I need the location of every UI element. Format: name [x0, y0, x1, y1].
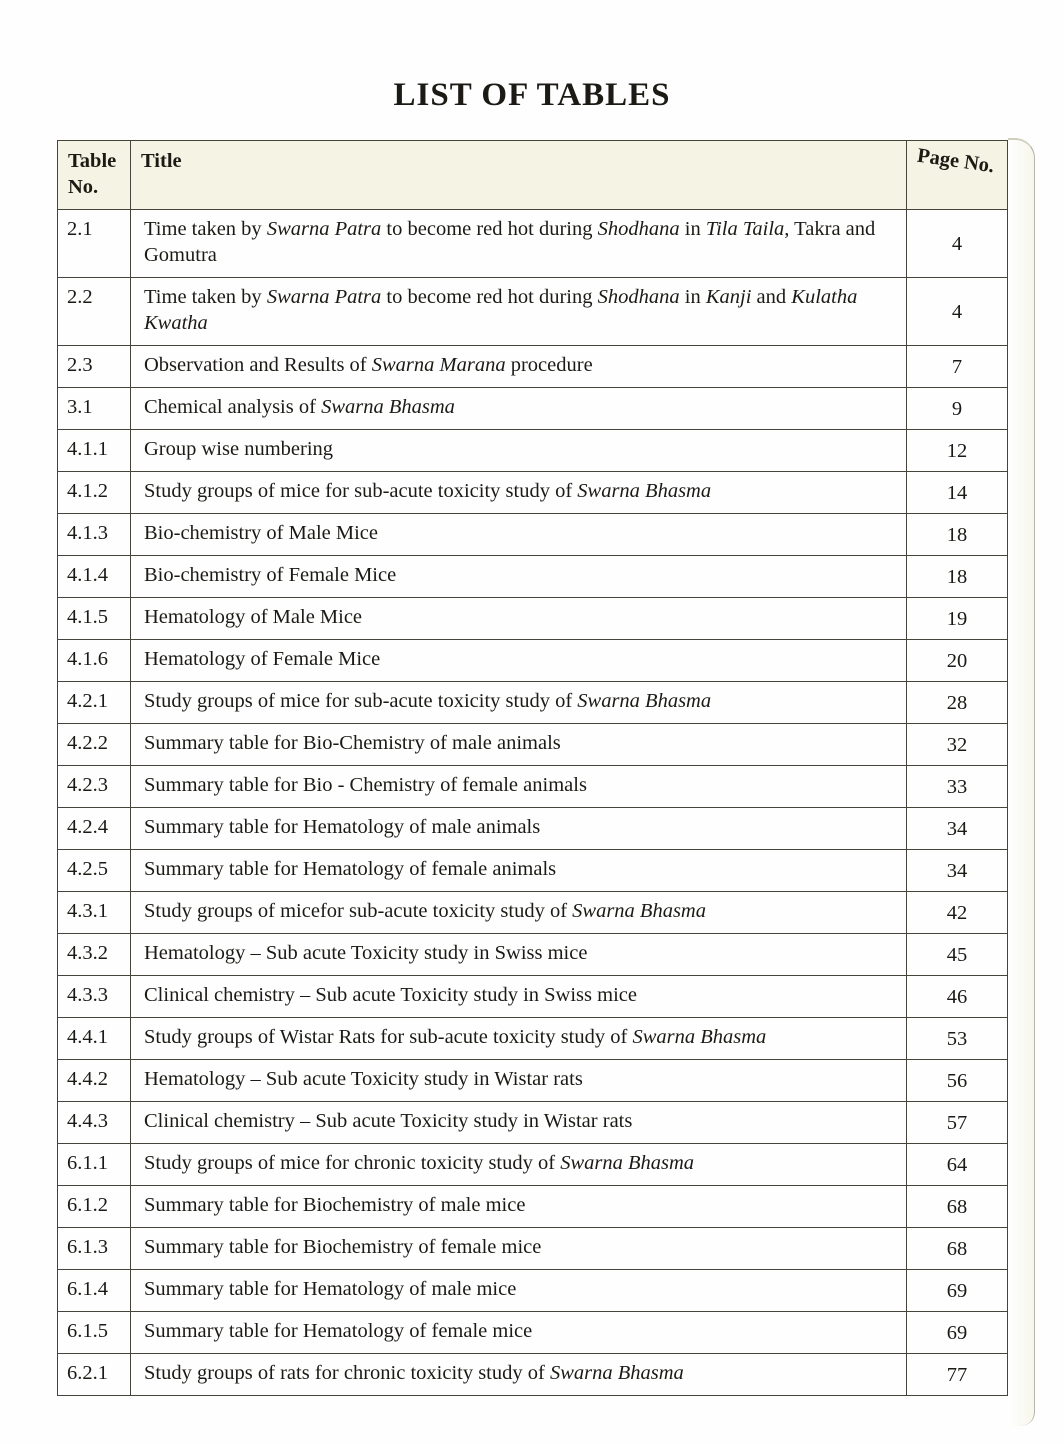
title-cell — [131, 346, 907, 388]
title-cell — [131, 1018, 907, 1060]
table-row — [58, 850, 1008, 892]
page-no-cell: 9 — [907, 388, 1008, 430]
title-segment: to become red hot during — [381, 286, 598, 308]
title-segment-italic: Swarna Patra — [266, 286, 382, 308]
table-body — [58, 210, 1008, 1396]
header-page-no — [907, 141, 1008, 210]
title-cell — [131, 766, 907, 808]
table-row — [58, 934, 1008, 976]
page-no-cell: 33 — [907, 766, 1008, 808]
header-row — [58, 141, 1008, 210]
title-segment: in — [679, 286, 706, 308]
title-segment: Bio-chemistry of Female Mice — [144, 564, 397, 586]
title-segment: Study groups of micefor sub-acute toxicity study of — [144, 900, 573, 922]
table-row — [58, 1270, 1008, 1312]
table-row — [58, 472, 1008, 514]
table-row — [58, 1228, 1008, 1270]
table-row — [58, 1144, 1008, 1186]
title-segment-italic: Kanji — [705, 286, 752, 308]
title-cell — [131, 514, 907, 556]
table-no-cell: 4.1.3 — [58, 514, 131, 556]
table-no-cell: 4.1.4 — [58, 556, 131, 598]
table-no-cell: 4.3.3 — [58, 976, 131, 1018]
title-cell — [131, 850, 907, 892]
page-no-cell: 4 — [907, 210, 1008, 278]
page-no-cell: 46 — [907, 976, 1008, 1018]
table-row — [58, 892, 1008, 934]
title-cell — [131, 556, 907, 598]
table-header — [58, 141, 1008, 210]
page-no-cell: 18 — [907, 556, 1008, 598]
table-row — [58, 556, 1008, 598]
title-segment: Summary table for Biochemistry of male mice — [144, 1194, 526, 1216]
title-segment: procedure — [505, 354, 593, 376]
page-no-cell: 77 — [907, 1354, 1008, 1396]
table-row — [58, 976, 1008, 1018]
title-cell — [131, 1228, 907, 1270]
table-row — [58, 598, 1008, 640]
page-no-cell: 69 — [907, 1312, 1008, 1354]
title-segment: Study groups of rats for chronic toxicity study of — [144, 1362, 550, 1384]
table-no-cell: 4.2.4 — [58, 808, 131, 850]
table-no-cell: 4.2.3 — [58, 766, 131, 808]
table-row — [58, 1018, 1008, 1060]
title-cell — [131, 472, 907, 514]
page-no-cell: 34 — [907, 808, 1008, 850]
title-segment: and — [751, 286, 792, 308]
title-segment: in — [679, 218, 706, 240]
page-no-cell: 7 — [907, 346, 1008, 388]
title-segment: Chemical analysis of — [144, 396, 322, 418]
table-no-cell: 4.4.1 — [58, 1018, 131, 1060]
title-segment: Summary table for Bio - Chemistry of female animals — [144, 774, 587, 796]
table-no-cell: 6.1.5 — [58, 1312, 131, 1354]
title-segment-italic: Tila Taila — [705, 218, 785, 240]
title-segment: Summary table for Bio-Chemistry of male animals — [144, 732, 561, 754]
title-cell — [131, 682, 907, 724]
title-segment-italic: Swarna Bhasma — [560, 1152, 695, 1174]
title-segment: Hematology – Sub acute Toxicity study in Wistar rats — [144, 1068, 583, 1090]
page-no-cell: 18 — [907, 514, 1008, 556]
table-row — [58, 1354, 1008, 1396]
table-row — [58, 724, 1008, 766]
title-segment: Summary table for Hematology of male animals — [144, 816, 541, 838]
title-cell — [131, 598, 907, 640]
table-row — [58, 388, 1008, 430]
title-cell — [131, 724, 907, 766]
title-cell — [131, 1102, 907, 1144]
title-cell — [131, 640, 907, 682]
title-segment-italic: Swarna Marana — [371, 354, 506, 376]
table-no-cell: 6.1.2 — [58, 1186, 131, 1228]
table-row — [58, 210, 1008, 278]
title-cell — [131, 1060, 907, 1102]
table-row — [58, 682, 1008, 724]
table-no-cell: 4.4.2 — [58, 1060, 131, 1102]
page-no-cell: 53 — [907, 1018, 1008, 1060]
title-cell — [131, 388, 907, 430]
page-curl-edge — [1008, 138, 1035, 1426]
page-no-cell: 19 — [907, 598, 1008, 640]
table-no-cell: 4.1.6 — [58, 640, 131, 682]
title-cell — [131, 278, 907, 346]
title-segment-italic: Kulatha Kwatha — [144, 286, 858, 334]
title-cell — [131, 1186, 907, 1228]
table-no-cell: 6.1.3 — [58, 1228, 131, 1270]
title-segment-italic: Swarna Bhasma — [577, 480, 712, 502]
title-segment: Time taken by — [144, 286, 267, 308]
title-segment: Clinical chemistry – Sub acute Toxicity study in Wistar rats — [144, 1110, 633, 1132]
title-segment-italic: Swarna Bhasma — [577, 690, 712, 712]
title-segment: Clinical chemistry – Sub acute Toxicity study in Swiss mice — [144, 984, 637, 1006]
header-title: Title — [131, 141, 907, 210]
title-segment: Summary table for Hematology of female animals — [144, 858, 557, 880]
title-segment: to become red hot during — [381, 218, 598, 240]
table-no-cell: 4.3.2 — [58, 934, 131, 976]
list-of-tables-section — [57, 140, 1008, 1396]
table-no-cell: 6.2.1 — [58, 1354, 131, 1396]
title-cell — [131, 210, 907, 278]
table-no-cell: 4.1.1 — [58, 430, 131, 472]
title-segment: Observation and Results of — [144, 354, 372, 376]
table-no-cell: 4.2.5 — [58, 850, 131, 892]
title-segment-italic: Swarna Bhasma — [321, 396, 455, 418]
title-segment: Study groups of mice for chronic toxicity study of — [144, 1152, 561, 1174]
table-row — [58, 430, 1008, 472]
page-no-cell: 28 — [907, 682, 1008, 724]
title-segment: , Takra and Gomutra — [144, 218, 876, 266]
title-segment: Hematology of Female Mice — [144, 648, 381, 670]
title-cell — [131, 430, 907, 472]
title-cell — [131, 934, 907, 976]
title-segment: Time taken by — [144, 218, 267, 240]
title-segment-italic: Shodhana — [597, 218, 680, 240]
title-segment: Summary table for Hematology of female mice — [144, 1320, 533, 1342]
title-cell — [131, 1270, 907, 1312]
page-no-cell: 20 — [907, 640, 1008, 682]
table-row — [58, 1186, 1008, 1228]
table-no-cell: 4.2.1 — [58, 682, 131, 724]
page-no-cell: 64 — [907, 1144, 1008, 1186]
title-segment-italic: Shodhana — [597, 286, 680, 308]
table-row — [58, 346, 1008, 388]
page-no-cell: 14 — [907, 472, 1008, 514]
header-page-no-label: Page No. — [915, 144, 996, 178]
table-row — [58, 766, 1008, 808]
page-no-cell: 57 — [907, 1102, 1008, 1144]
table-row — [58, 640, 1008, 682]
table-no-cell: 6.1.1 — [58, 1144, 131, 1186]
title-segment: Bio-chemistry of Male Mice — [144, 522, 378, 544]
title-segment: Summary table for Hematology of male mice — [144, 1278, 517, 1300]
page-no-cell: 56 — [907, 1060, 1008, 1102]
page-no-cell: 4 — [907, 278, 1008, 346]
title-segment: Study groups of mice for sub-acute toxicity study of — [144, 480, 578, 502]
page-no-cell: 32 — [907, 724, 1008, 766]
page-no-cell: 45 — [907, 934, 1008, 976]
table-row — [58, 278, 1008, 346]
header-table-no: Table No. — [58, 141, 131, 210]
title-segment-italic: Swarna Bhasma — [572, 900, 706, 922]
title-segment: Group wise numbering — [144, 438, 334, 460]
title-cell — [131, 892, 907, 934]
table-no-cell: 2.1 — [58, 210, 131, 278]
title-segment: Study groups of Wistar Rats for sub-acute toxicity study of — [144, 1026, 633, 1048]
title-cell — [131, 808, 907, 850]
table-row — [58, 808, 1008, 850]
list-of-tables-table — [57, 140, 1008, 1396]
table-no-cell: 2.3 — [58, 346, 131, 388]
table-row — [58, 1102, 1008, 1144]
title-cell — [131, 1354, 907, 1396]
page-no-cell: 69 — [907, 1270, 1008, 1312]
table-no-cell: 4.1.5 — [58, 598, 131, 640]
table-no-cell: 2.2 — [58, 278, 131, 346]
table-row — [58, 514, 1008, 556]
table-no-cell: 4.2.2 — [58, 724, 131, 766]
page-no-cell: 42 — [907, 892, 1008, 934]
title-cell — [131, 976, 907, 1018]
title-segment: Hematology – Sub acute Toxicity study in Swiss mice — [144, 942, 588, 964]
table-no-cell: 3.1 — [58, 388, 131, 430]
page-title: LIST OF TABLES — [393, 77, 671, 113]
table-no-cell: 4.3.1 — [58, 892, 131, 934]
table-no-cell: 4.4.3 — [58, 1102, 131, 1144]
page-no-cell: 68 — [907, 1228, 1008, 1270]
table-no-cell: 6.1.4 — [58, 1270, 131, 1312]
table-no-cell: 4.1.2 — [58, 472, 131, 514]
page-no-cell: 34 — [907, 850, 1008, 892]
title-cell — [131, 1144, 907, 1186]
title-segment: Study groups of mice for sub-acute toxicity study of — [144, 690, 578, 712]
title-segment: Hematology of Male Mice — [144, 606, 363, 628]
title-cell — [131, 1312, 907, 1354]
page-no-cell: 68 — [907, 1186, 1008, 1228]
title-segment-italic: Swarna Bhasma — [549, 1362, 684, 1384]
title-segment: Summary table for Biochemistry of female mice — [144, 1236, 542, 1258]
table-row — [58, 1060, 1008, 1102]
table-row — [58, 1312, 1008, 1354]
page-no-cell: 12 — [907, 430, 1008, 472]
title-segment-italic: Swarna Patra — [266, 218, 382, 240]
title-segment-italic: Swarna Bhasma — [632, 1026, 767, 1048]
